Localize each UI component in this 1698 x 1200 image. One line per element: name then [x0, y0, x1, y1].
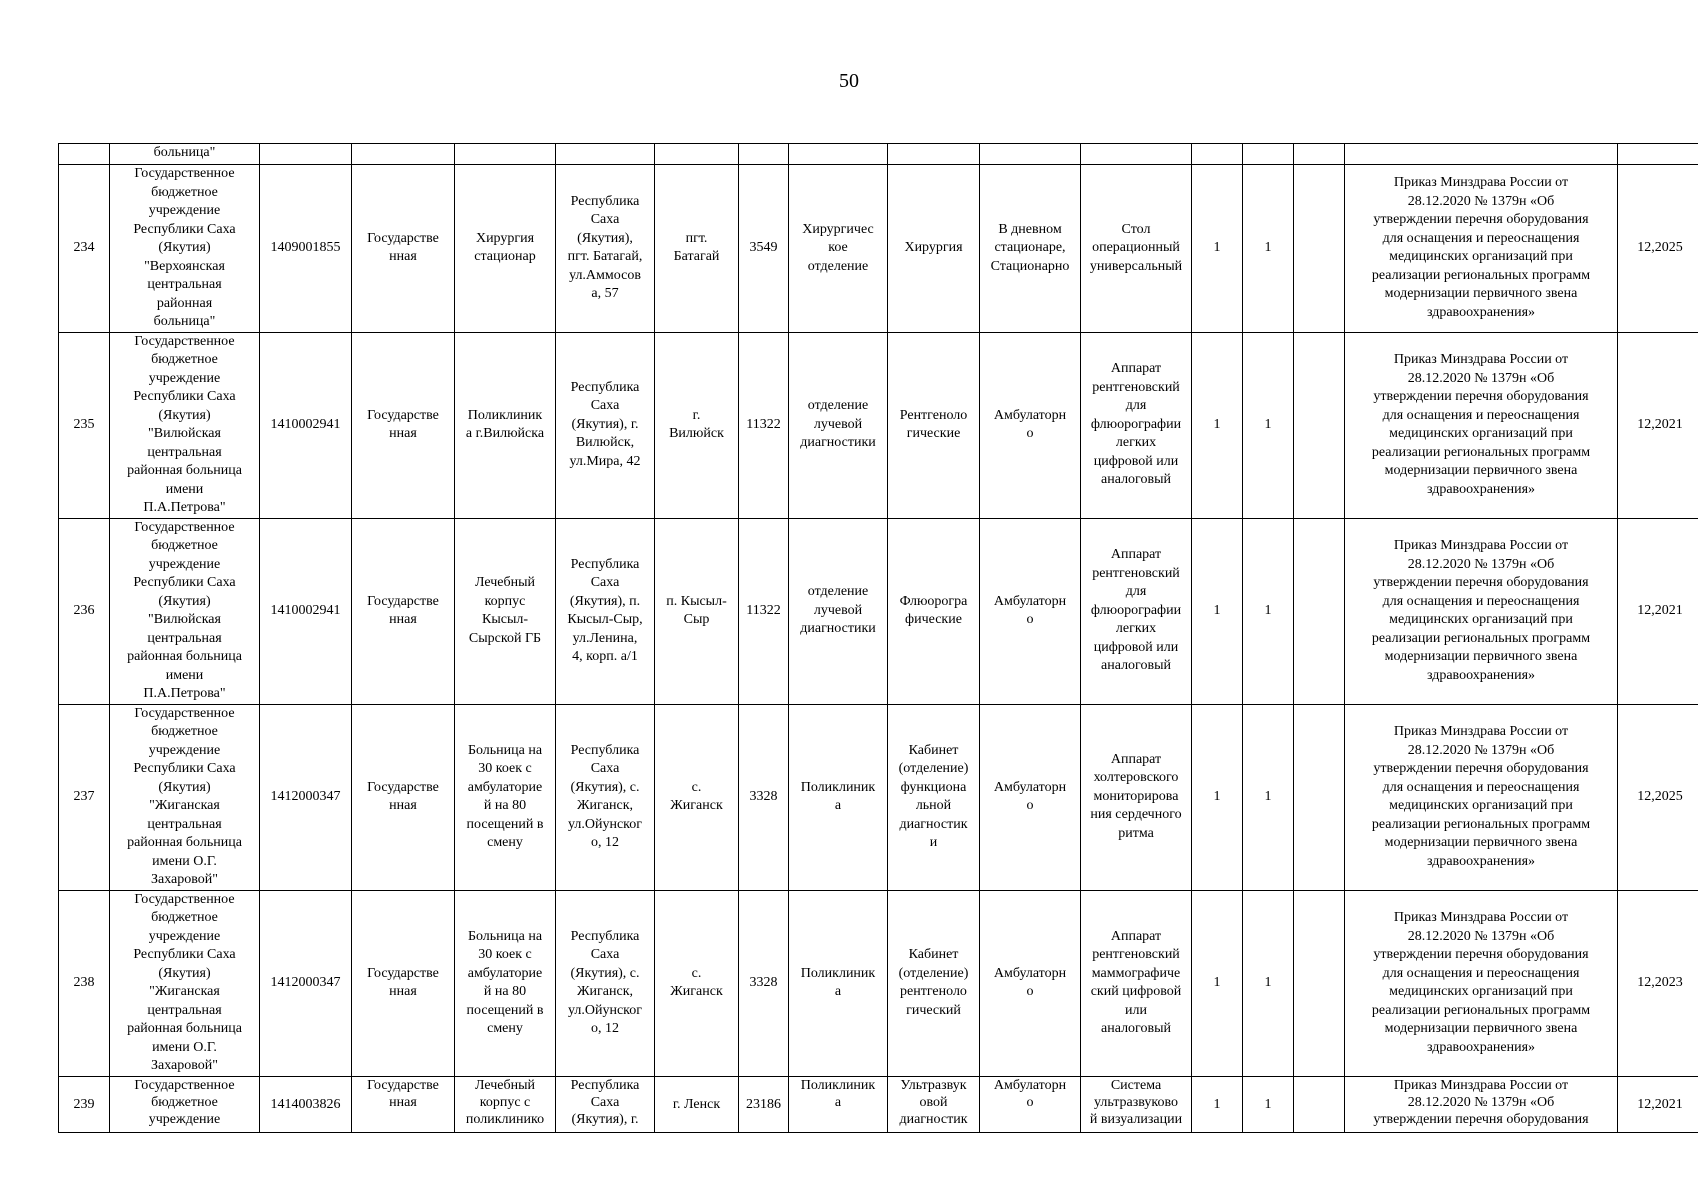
cell-profile [888, 144, 980, 165]
cell-date: 12,2021 [1618, 1076, 1698, 1132]
page-number: 50 [839, 70, 859, 92]
cell-qty-b: 1 [1243, 165, 1294, 333]
cell-qty-b: 1 [1243, 890, 1294, 1076]
cell-organization: Государственное бюджетное учреждение Республики Саха (Якутия) "Жиганская центральная районная больница имени О.Г. Захаровой" [110, 890, 260, 1076]
cell-extra [1294, 165, 1345, 333]
cell-department: отделение лучевой диагностики [789, 518, 888, 704]
cell-equipment: Аппарат рентгеновский для флюорографии легких цифровой или аналоговый [1081, 332, 1192, 518]
cell-extra [1294, 144, 1345, 165]
cell-population: 3328 [739, 890, 789, 1076]
table-row [59, 890, 1698, 1076]
cell-date [1618, 144, 1698, 165]
cell-population [739, 144, 789, 165]
cell-ownership: Государстве нная [352, 890, 455, 1076]
cell-ownership: Государстве нная [352, 1076, 455, 1132]
cell-inn: 1412000347 [260, 890, 352, 1076]
cell-locality: п. Кысыл- Сыр [655, 518, 739, 704]
cell-organization: Государственное бюджетное учреждение Республики Саха (Якутия) "Вилюйская центральная районная больница имени П.А.Петрова" [110, 518, 260, 704]
equipment-table [58, 143, 1698, 1133]
cell-extra [1294, 518, 1345, 704]
cell-qty-b: 1 [1243, 518, 1294, 704]
cell-date: 12,2023 [1618, 890, 1698, 1076]
cell-inn: 1412000347 [260, 704, 352, 890]
cell-ownership: Государстве нная [352, 165, 455, 333]
cell-locality: пгт. Батагай [655, 165, 739, 333]
cell-qty-b: 1 [1243, 704, 1294, 890]
cell-department: Поликлиник а [789, 890, 888, 1076]
cell-qty-a: 1 [1192, 332, 1243, 518]
cell-num: 237 [59, 704, 110, 890]
cell-care-form: Амбулаторн о [980, 332, 1081, 518]
cell-basis [1345, 144, 1618, 165]
cell-population: 3549 [739, 165, 789, 333]
cell-profile: Флюорогра фические [888, 518, 980, 704]
cell-address: Республика Саха (Якутия), с. Жиганск, ул.Ойунског о, 12 [556, 704, 655, 890]
cell-num: 236 [59, 518, 110, 704]
cell-organization: Государственное бюджетное учреждение [110, 1076, 260, 1132]
cell-facility: Лечебный корпус с поликлинико [455, 1076, 556, 1132]
cell-basis: Приказ Минздрава России от 28.12.2020 № 1379н «Об утверждении перечня оборудования для оснащения и переоснащения медицинских организаций при реализации региональных программ модернизации первичного звена здравоохранения» [1345, 890, 1618, 1076]
cell-organization: Государственное бюджетное учреждение Республики Саха (Якутия) "Жиганская центральная районная больница имени О.Г. Захаровой" [110, 704, 260, 890]
cell-address: Республика Саха (Якутия), г. [556, 1076, 655, 1132]
cell-locality: с. Жиганск [655, 704, 739, 890]
cell-qty-b: 1 [1243, 1076, 1294, 1132]
cell-ownership: Государстве нная [352, 518, 455, 704]
cell-ownership [352, 144, 455, 165]
cell-inn: 1410002941 [260, 332, 352, 518]
cell-extra [1294, 704, 1345, 890]
cell-population: 11322 [739, 332, 789, 518]
cell-equipment: Аппарат рентгеновский для флюорографии легких цифровой или аналоговый [1081, 518, 1192, 704]
cell-address [556, 144, 655, 165]
cell-equipment: Аппарат холтеровского мониторирова ния сердечного ритма [1081, 704, 1192, 890]
cell-population: 23186 [739, 1076, 789, 1132]
cell-department: отделение лучевой диагностики [789, 332, 888, 518]
cell-department: Поликлиник а [789, 704, 888, 890]
cell-facility: Больница на 30 коек с амбулаторие й на 80 посещений в смену [455, 890, 556, 1076]
cell-qty-a: 1 [1192, 1076, 1243, 1132]
cell-organization: Государственное бюджетное учреждение Республики Саха (Якутия) "Верхоянская центральная районная больница" [110, 165, 260, 333]
cell-care-form [980, 144, 1081, 165]
cell-qty-a: 1 [1192, 704, 1243, 890]
cell-basis: Приказ Минздрава России от 28.12.2020 № 1379н «Об утверждении перечня оборудования для оснащения и переоснащения медицинских организаций при реализации региональных программ модернизации первичного звена здравоохранения» [1345, 332, 1618, 518]
cell-inn: 1414003826 [260, 1076, 352, 1132]
cell-equipment [1081, 144, 1192, 165]
cell-address: Республика Саха (Якутия), п. Кысыл-Сыр, ул.Ленина, 4, корп. а/1 [556, 518, 655, 704]
table-row [59, 165, 1698, 333]
cell-organization: Государственное бюджетное учреждение Республики Саха (Якутия) "Вилюйская центральная районная больница имени П.А.Петрова" [110, 332, 260, 518]
cell-population: 11322 [739, 518, 789, 704]
cell-qty-b: 1 [1243, 332, 1294, 518]
cell-facility: Больница на 30 коек с амбулаторие й на 80 посещений в смену [455, 704, 556, 890]
cell-ownership: Государстве нная [352, 704, 455, 890]
cell-equipment: Стол операционный универсальный [1081, 165, 1192, 333]
cell-facility [455, 144, 556, 165]
cell-basis: Приказ Минздрава России от 28.12.2020 № 1379н «Об утверждении перечня оборудования для оснащения и переоснащения медицинских организаций при реализации региональных программ модернизации первичного звена здравоохранения» [1345, 704, 1618, 890]
cell-locality: г. Вилюйск [655, 332, 739, 518]
cell-locality: с. Жиганск [655, 890, 739, 1076]
cell-facility: Лечебный корпус Кысыл- Сырской ГБ [455, 518, 556, 704]
cell-qty-b [1243, 144, 1294, 165]
cell-extra [1294, 1076, 1345, 1132]
cell-basis: Приказ Минздрава России от 28.12.2020 № 1379н «Об утверждении перечня оборудования [1345, 1076, 1618, 1132]
table-row-continuation [59, 144, 1698, 165]
cell-facility: Хирургия стационар [455, 165, 556, 333]
cell-date: 12,2025 [1618, 165, 1698, 333]
cell-equipment: Система ультразвуково й визуализации [1081, 1076, 1192, 1132]
table-row [59, 332, 1698, 518]
table-row [59, 704, 1698, 890]
cell-address: Республика Саха (Якутия), г. Вилюйск, ул.Мира, 42 [556, 332, 655, 518]
cell-care-form: Амбулаторн о [980, 890, 1081, 1076]
cell-num: 234 [59, 165, 110, 333]
cell-basis: Приказ Минздрава России от 28.12.2020 № 1379н «Об утверждении перечня оборудования для оснащения и переоснащения медицинских организаций при реализации региональных программ модернизации первичного звена здравоохранения» [1345, 518, 1618, 704]
cell-profile: Хирургия [888, 165, 980, 333]
cell-department [789, 144, 888, 165]
cell-care-form: Амбулаторн о [980, 1076, 1081, 1132]
cell-care-form: Амбулаторн о [980, 704, 1081, 890]
cell-qty-a [1192, 144, 1243, 165]
cell-care-form: В дневном стационаре, Стационарно [980, 165, 1081, 333]
table-row [59, 518, 1698, 704]
cell-organization: больница" [110, 144, 260, 165]
cell-profile: Кабинет (отделение) рентгеноло гический [888, 890, 980, 1076]
cell-facility: Поликлиник а г.Вилюйска [455, 332, 556, 518]
cell-extra [1294, 332, 1345, 518]
cell-date: 12,2025 [1618, 704, 1698, 890]
cell-department: Поликлиник а [789, 1076, 888, 1132]
cell-address: Республика Саха (Якутия), с. Жиганск, ул.Ойунског о, 12 [556, 890, 655, 1076]
cell-inn [260, 144, 352, 165]
cell-qty-a: 1 [1192, 518, 1243, 704]
cell-extra [1294, 890, 1345, 1076]
cell-inn: 1409001855 [260, 165, 352, 333]
cell-department: Хирургичес кое отделение [789, 165, 888, 333]
cell-num: 238 [59, 890, 110, 1076]
cell-profile: Рентгеноло гические [888, 332, 980, 518]
cell-locality [655, 144, 739, 165]
cell-care-form: Амбулаторн о [980, 518, 1081, 704]
cell-ownership: Государстве нная [352, 332, 455, 518]
cell-population: 3328 [739, 704, 789, 890]
cell-num: 239 [59, 1076, 110, 1132]
cell-date: 12,2021 [1618, 332, 1698, 518]
cell-address: Республика Саха (Якутия), пгт. Батагай, ул.Аммосов а, 57 [556, 165, 655, 333]
cell-num [59, 144, 110, 165]
cell-equipment: Аппарат рентгеновский маммографиче ский цифровой или аналоговый [1081, 890, 1192, 1076]
cell-locality: г. Ленск [655, 1076, 739, 1132]
cell-profile: Ультразвук овой диагностик [888, 1076, 980, 1132]
table-row [59, 1076, 1698, 1132]
cell-inn: 1410002941 [260, 518, 352, 704]
cell-num: 235 [59, 332, 110, 518]
cell-qty-a: 1 [1192, 165, 1243, 333]
cell-qty-a: 1 [1192, 890, 1243, 1076]
cell-date: 12,2021 [1618, 518, 1698, 704]
cell-basis: Приказ Минздрава России от 28.12.2020 № 1379н «Об утверждении перечня оборудования для оснащения и переоснащения медицинских организаций при реализации региональных программ модернизации первичного звена здравоохранения» [1345, 165, 1618, 333]
cell-profile: Кабинет (отделение) функциона льной диагностик и [888, 704, 980, 890]
